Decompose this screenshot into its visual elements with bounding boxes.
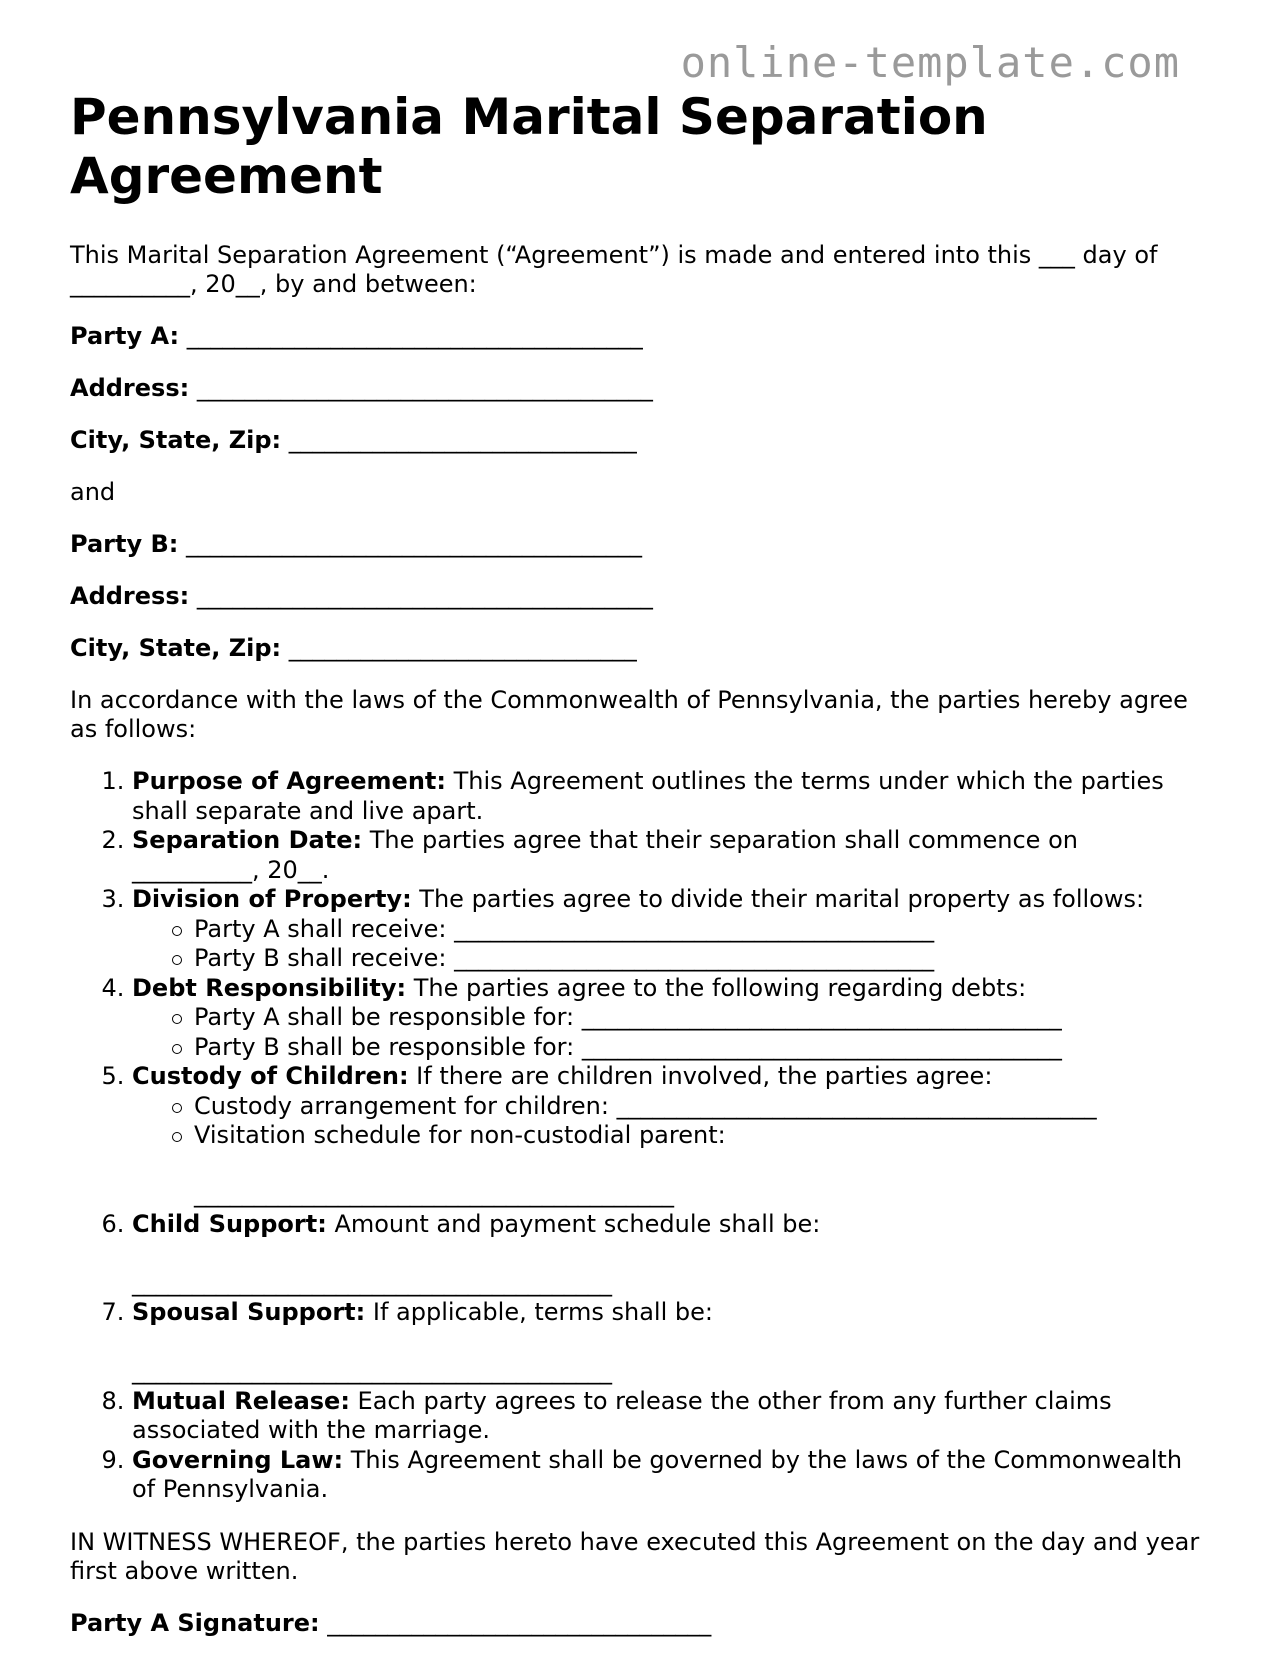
visitation-blank[interactable]: ________________________________________	[194, 1180, 674, 1208]
term-child-support-label: Child Support:	[132, 1209, 327, 1238]
term-governing-law-label: Governing Law:	[132, 1445, 344, 1474]
term-debt-label: Debt Responsibility:	[132, 973, 407, 1002]
document-body	[70, 88, 1210, 1661]
signature-blank[interactable]: ________________________________	[327, 1608, 712, 1637]
debt-sublist	[132, 1003, 1210, 1062]
term-debt-text: The parties agree to the following regarding debts:	[406, 973, 1027, 1002]
party-b-name-field	[70, 530, 1210, 559]
visitation-label: Visitation schedule for non-custodial parent:	[194, 1121, 726, 1149]
list-item	[194, 1121, 1210, 1210]
term-governing-law-text: This Agreement shall be governed by the laws of the Commonwealth of Pennsylvania.	[132, 1445, 1183, 1503]
list-item[interactable]: Custody arrangement for children: ________________________________________	[194, 1092, 1210, 1122]
term-debt-responsibility	[132, 974, 1210, 1063]
term-spousal-support-text: If applicable, terms shall be:	[365, 1298, 713, 1326]
term-custody-label: Custody of Children:	[132, 1062, 409, 1090]
term-purpose-label: Purpose of Agreement:	[132, 767, 446, 795]
party-b-address-blank[interactable]: ______________________________________	[196, 582, 653, 610]
page-title: Pennsylvania Marital Separation Agreement	[70, 88, 988, 205]
party-b-name-label: Party B:	[70, 530, 179, 558]
term-child-support-text: Amount and payment schedule shall be:	[326, 1209, 821, 1238]
term-separation-date	[132, 826, 1210, 885]
term-child-support	[132, 1210, 1210, 1299]
party-a-name-blank[interactable]: ______________________________________	[186, 322, 643, 350]
party-a-name-label: Party A:	[70, 322, 180, 350]
watermark: online-template.com	[680, 38, 1180, 87]
term-custody-text: If there are children involved, the parties agree:	[408, 1062, 993, 1090]
term-custody	[132, 1062, 1210, 1210]
party-b-city-field	[70, 634, 1210, 663]
property-sublist	[132, 915, 1210, 974]
party-a-name-field	[70, 322, 1210, 351]
term-governing-law	[132, 1446, 1210, 1505]
party-b-address-field	[70, 582, 1210, 611]
witness-paragraph: IN WITNESS WHEREOF, the parties hereto have executed this Agreement on the day and year first above written.	[70, 1527, 1200, 1585]
party-a-address-label: Address:	[70, 374, 190, 402]
term-spousal-support	[132, 1298, 1210, 1387]
terms-list	[70, 767, 1210, 1505]
list-item[interactable]: Party B shall be responsible for: ________________________________________	[194, 1033, 1210, 1063]
term-separation-date-text: The parties agree that their separation shall commence on __________, 20__.	[132, 826, 1078, 884]
party-a-address-blank[interactable]: ______________________________________	[196, 374, 653, 402]
term-mutual-release-text: Each party agrees to release the other from any further claims associated with the marriage.	[132, 1386, 1112, 1444]
accordance-paragraph: In accordance with the laws of the Commonwealth of Pennsylvania, the parties hereby agree as follows:	[70, 686, 1188, 743]
term-purpose-text: This Agreement outlines the terms under which the parties shall separate and live apart.	[132, 767, 1164, 825]
party-b-name-blank[interactable]: ______________________________________	[185, 530, 642, 558]
term-division-property	[132, 885, 1210, 974]
party-b-address-label: Address:	[70, 582, 190, 610]
term-mutual-release	[132, 1387, 1210, 1446]
signature-label: Party A Signature:	[70, 1608, 320, 1637]
term-division-property-text: The parties agree to divide their marital property as follows:	[411, 885, 1145, 913]
party-a-city-label: City, State, Zip:	[70, 426, 282, 454]
term-division-property-label: Division of Property:	[132, 885, 412, 913]
term-separation-date-label: Separation Date:	[132, 826, 363, 854]
party-a-city-field	[70, 426, 1210, 455]
custody-sublist	[132, 1092, 1210, 1210]
party-a-city-blank[interactable]: _____________________________	[288, 426, 637, 454]
party-b-city-label: City, State, Zip:	[70, 634, 282, 662]
and-text: and	[70, 478, 116, 506]
list-item[interactable]: Party A shall be responsible for: ________________________________________	[194, 1003, 1210, 1033]
list-item[interactable]: Party A shall receive: ________________________________________	[194, 915, 1210, 945]
party-b-city-blank[interactable]: _____________________________	[288, 634, 637, 662]
list-item[interactable]: Party B shall receive: ________________________________________	[194, 944, 1210, 974]
term-purpose	[132, 767, 1210, 826]
child-support-blank[interactable]: ________________________________________	[132, 1268, 612, 1297]
signature-field	[70, 1609, 1210, 1638]
term-spousal-support-label: Spousal Support:	[132, 1298, 366, 1326]
term-mutual-release-label: Mutual Release:	[132, 1386, 350, 1415]
party-a-address-field	[70, 374, 1210, 403]
spousal-support-blank[interactable]: ________________________________________	[132, 1357, 612, 1385]
intro-paragraph: This Marital Separation Agreement (“Agreement”) is made and entered into this ___ day of __________, 20__, by and between:	[70, 241, 1158, 298]
